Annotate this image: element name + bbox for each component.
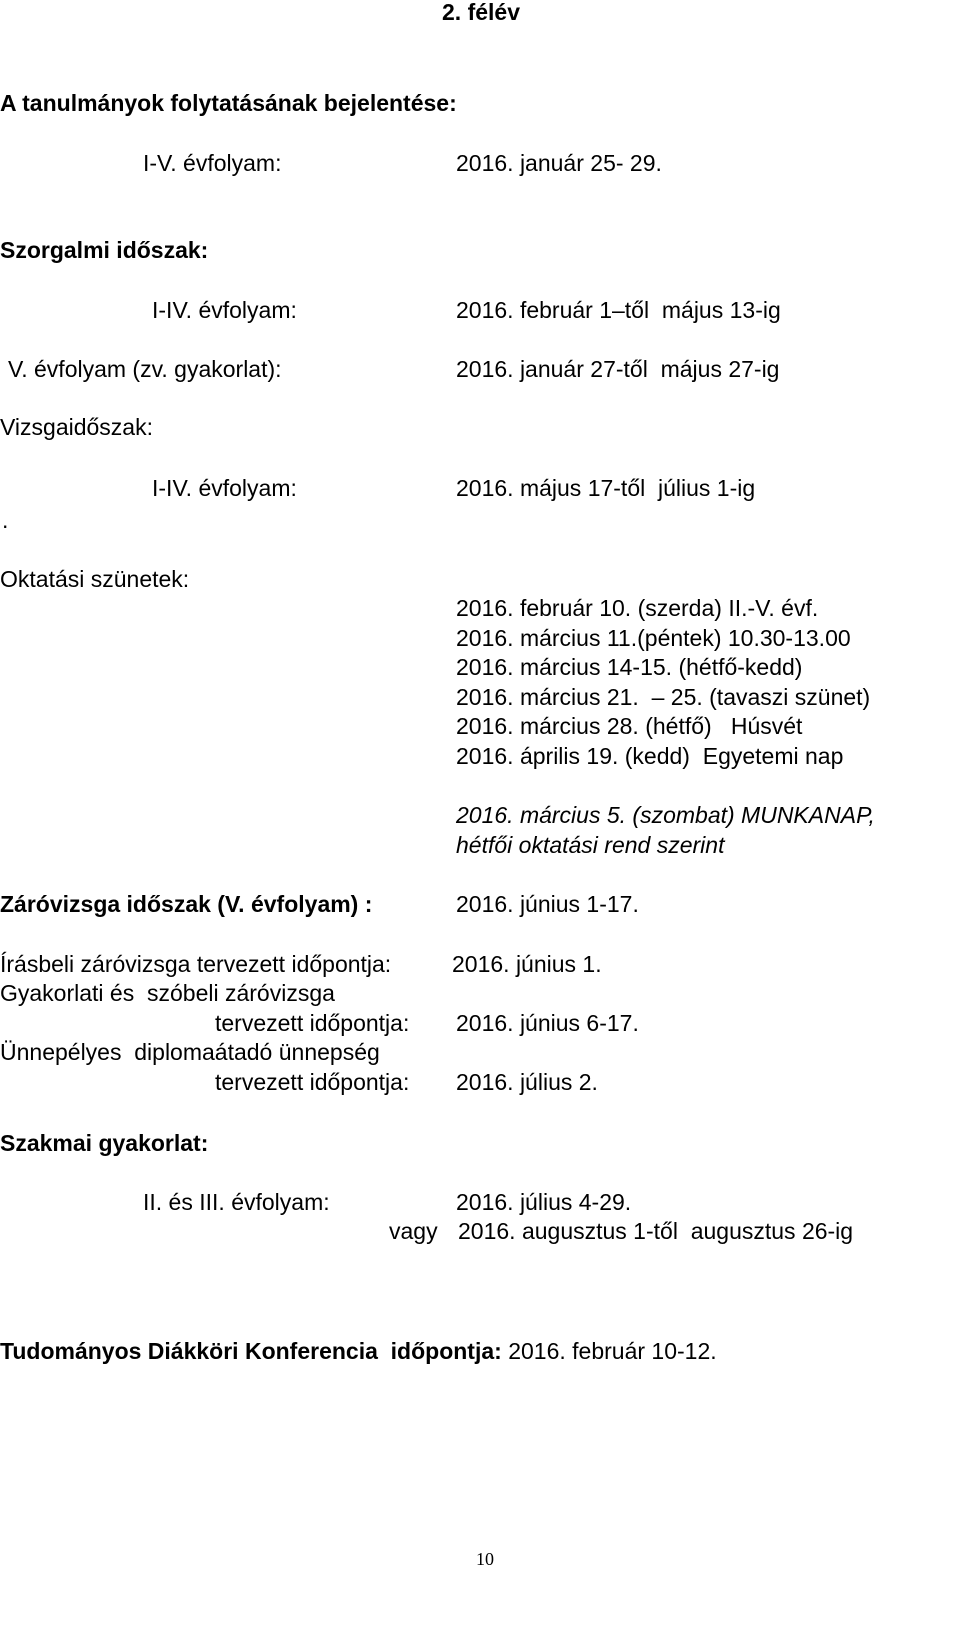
- oral-exam-date: 2016. június 6-17.: [456, 1010, 639, 1036]
- enrollment-label: I-V. évfolyam:: [143, 150, 282, 176]
- break-item: 2016. március 21. – 25. (tavaszi szünet): [456, 684, 871, 710]
- exam-period-heading: Vizsgaidőszak:: [0, 414, 153, 440]
- break-item: 2016. március 11.(péntek) 10.30-13.00: [456, 625, 851, 651]
- break-item: 2016. április 19. (kedd) Egyetemi nap: [456, 743, 844, 769]
- page-number: 10: [476, 1549, 494, 1569]
- break-item: 2016. március 28. (hétfő) Húsvét: [456, 713, 803, 739]
- final-exam-date: 2016. június 1-17.: [456, 891, 639, 917]
- conference-label: Tudományos Diákköri Konferencia időpontja:: [0, 1338, 502, 1364]
- enrollment-date: 2016. január 25- 29.: [456, 150, 662, 176]
- ceremony-label-2: tervezett időpontja:: [215, 1069, 410, 1095]
- study-period-heading: Szorgalmi időszak:: [0, 237, 209, 263]
- exam-period-dot: .: [2, 507, 9, 533]
- study-period-date-2: 2016. január 27-től május 27-ig: [456, 356, 780, 382]
- conference-date: 2016. február 10-12.: [508, 1338, 717, 1364]
- study-period-label-1: I-IV. évfolyam:: [152, 297, 297, 323]
- final-exam-heading: Záróvizsga időszak (V. évfolyam) :: [0, 891, 373, 917]
- ceremony-date: 2016. július 2.: [456, 1069, 598, 1095]
- internship-label: II. és III. évfolyam:: [143, 1189, 330, 1215]
- study-period-label-2: V. évfolyam (zv. gyakorlat):: [8, 356, 282, 382]
- internship-or-label: vagy: [389, 1218, 438, 1244]
- enrollment-heading: A tanulmányok folytatásának bejelentése:: [0, 90, 457, 116]
- written-exam-label: Írásbeli záróvizsga tervezett időpontja:: [0, 951, 392, 977]
- workday-note-line-2: hétfői oktatási rend szerint: [456, 832, 725, 858]
- exam-period-label: I-IV. évfolyam:: [152, 475, 297, 501]
- oral-exam-label-1: Gyakorlati és szóbeli záróvizsga: [0, 980, 335, 1006]
- breaks-heading: Oktatási szünetek:: [0, 566, 190, 592]
- break-item: 2016. március 14-15. (hétfő-kedd): [456, 654, 803, 680]
- internship-date: 2016. július 4-29.: [456, 1189, 632, 1215]
- exam-period-date: 2016. május 17-től július 1-ig: [456, 475, 756, 501]
- oral-exam-label-2: tervezett időpontja:: [215, 1010, 410, 1036]
- conference-line: [0, 1337, 717, 1365]
- internship-or-date: 2016. augusztus 1-től augusztus 26-ig: [458, 1218, 854, 1244]
- internship-heading: Szakmai gyakorlat:: [0, 1130, 209, 1156]
- break-item: 2016. február 10. (szerda) II.-V. évf.: [456, 595, 819, 621]
- written-exam-date: 2016. június 1.: [452, 951, 602, 977]
- semester-title: 2. félév: [442, 0, 520, 25]
- ceremony-label-1: Ünnepélyes diplomaátadó ünnepség: [0, 1039, 380, 1065]
- study-period-date-1: 2016. február 1–től május 13-ig: [456, 297, 781, 323]
- workday-note-line-1: 2016. március 5. (szombat) MUNKANAP,: [456, 802, 875, 828]
